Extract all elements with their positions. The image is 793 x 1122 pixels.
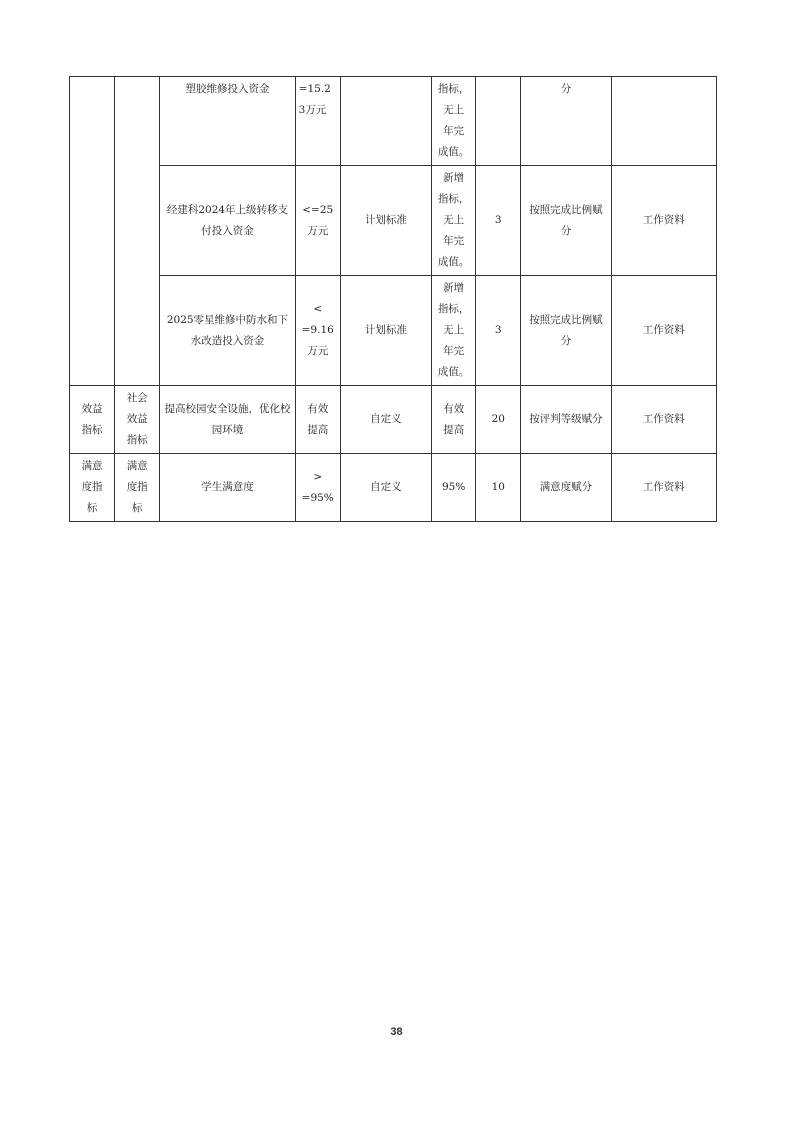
desc-cell: 有效 提高: [432, 386, 476, 454]
weight-cell: 10: [476, 454, 521, 522]
weight-cell: 20: [476, 386, 521, 454]
desc-cell: 95%: [432, 454, 476, 522]
scoring-cell: 满意度赋分: [521, 454, 611, 522]
value-cell: < =9.16 万元: [295, 276, 340, 386]
indicator-cell: 塑胶维修投入资金: [160, 77, 295, 166]
table-row: [70, 386, 717, 454]
standard-cell: 计划标准: [340, 276, 431, 386]
level2-cell: 社会 效益 指标: [115, 386, 160, 454]
desc-cell: 新增 指标， 无上 年完 成值。: [432, 276, 476, 386]
standard-cell: 自定义: [340, 454, 431, 522]
standard-cell: 自定义: [340, 386, 431, 454]
indicator-cell: 2025零星维修中防水和下水改造投入资金: [160, 276, 295, 386]
value-cell: > =95%: [295, 454, 340, 522]
level1-cell: 满意 度指 标: [70, 454, 115, 522]
source-cell: 工作资料: [611, 454, 716, 522]
desc-cell: 新增 指标， 无上 年完 成值。: [432, 166, 476, 276]
value-cell: <=25 万元: [295, 166, 340, 276]
table-row: [70, 166, 717, 276]
scoring-cell: 按照完成比例赋分: [521, 276, 611, 386]
scoring-cell: 按评判等级赋分: [521, 386, 611, 454]
page-number: 38: [390, 1026, 403, 1038]
value-cell: 有效 提高: [295, 386, 340, 454]
weight-cell: 3: [476, 276, 521, 386]
scoring-cell: 分: [521, 77, 611, 166]
level1-cell: 效益 指标: [70, 386, 115, 454]
standard-cell: 计划标准: [340, 166, 431, 276]
table-row: [70, 77, 717, 166]
indicator-cell: 经建科2024年上级转移支付投入资金: [160, 166, 295, 276]
indicator-cell: 学生满意度: [160, 454, 295, 522]
desc-cell: 指标， 无上 年完 成值。: [432, 77, 476, 166]
indicator-cell: 提高校园安全设施，优化校园环境: [160, 386, 295, 454]
weight-cell: 3: [476, 166, 521, 276]
standard-cell: [340, 77, 431, 166]
source-cell: 工作资料: [611, 276, 716, 386]
table-row: [70, 454, 717, 522]
level2-cell: 满意 度指 标: [115, 454, 160, 522]
performance-indicator-table: [69, 76, 717, 522]
level2-cell-empty: [115, 77, 160, 386]
scoring-cell: 按照完成比例赋分: [521, 166, 611, 276]
level1-cell-empty: [70, 77, 115, 386]
table-row: [70, 276, 717, 386]
value-cell: =15.2 3万元: [295, 77, 340, 166]
source-cell: 工作资料: [611, 386, 716, 454]
source-cell: [611, 77, 716, 166]
weight-cell: [476, 77, 521, 166]
source-cell: 工作资料: [611, 166, 716, 276]
